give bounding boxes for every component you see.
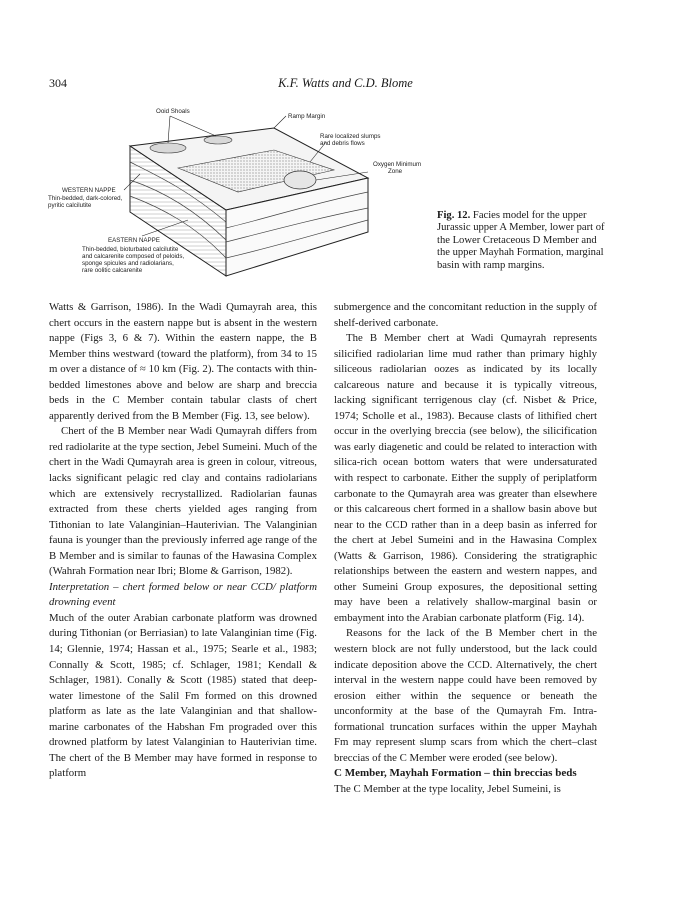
- interpretation-subheading: Interpretation – chert formed below or near CCD/ platform drowning event: [49, 580, 317, 609]
- right-column: [334, 300, 597, 798]
- right-paragraph-2: The B Member chert at Wadi Qumayrah represents silicified radiolarian lime mud rather than primary highly siliceous radiolarian oozes as indicated by its locally calcareous nature and because it is typically vitreous, lacking significant terrigenous clay (cf. Nisbet & Price, 1974; Scholle et al., 1983). Because clasts of lithified chert occur in the overlying breccia (see below), the silicification was early diagenetic and could be related to interaction with silica-rich ocean bottom waters that were undersaturated with respect to carbonate. Either the supply of periplatform carbonate to the Qumayrah area was greater than elsewhere or this calcareous chert formed in a shallow basin above but near to the CCD rather than in a deep basin as inferred for the chert at Jebel Sumeini and in the Hawasina Complex (Watts & Garrison, 1986). Considering the stratigraphic relationships between the eastern and western nappes, and other Sumeini Group exposures, the depositional setting may have been a relatively shallow-marginal basin or embayment into the Arabian carbonate platform (Fig. 14).: [334, 332, 597, 624]
- caption-text: Facies model for the upper Jurassic upper A Member, lower part of the Lower Cretaceous D Member and the upper Mayhah Formation, marginal basin with ramp margins.: [437, 210, 605, 271]
- label-eastern-desc-1: Thin-bedded, bioturbated calcilutite: [82, 246, 179, 253]
- left-paragraph-2: Chert of the B Member near Wadi Qumayrah differs from red radiolarite at the type section, Jebel Sumeini. Much of the chert in the Wadi Qumayrah area is green in colour, vitreous, lacks significant pelagic red clay and contains radiolarians which are extensively recrystallized. Radiolarian faunas extracted from these cherts yielded ages ranging from Tithonian to late Valanginian–Hauterivian. The Valanginian fauna is younger than the previously inferred age range of the B Member and is similar to faunas of the Hawasina Complex (Wahrah Formation near Ibri; Blome & Garrison, 1982).: [49, 425, 317, 578]
- running-title: K.F. Watts and C.D. Blome: [278, 76, 413, 90]
- figure-caption: [437, 210, 609, 272]
- left-paragraph-1: Watts & Garrison, 1986). In the Wadi Qumayrah area, this chert occurs in the eastern nappe but is absent in the western nappe (Figs 3, 6 & 7). Within the eastern nappe, the B Member thins westward (toward the platform), from 34 to 15 m over a distance of ≈ 10 km (Fig. 2). The contacts with thin-bedded limestones above and below are sharp and breccia beds in the C Member contain tabular clasts of chert apparently derived from the B Member (Fig. 13, see below).: [49, 301, 317, 422]
- label-eastern-desc-4: rare oolitic calcarenite: [82, 267, 143, 274]
- label-slumps-line1: Rare localized slumps: [320, 133, 381, 140]
- label-eastern-nappe: EASTERN NAPPE: [108, 237, 160, 244]
- label-western-desc-2: pyritic calcilutite: [48, 202, 92, 209]
- label-eastern-desc-2: and calcarenite composed of peloids,: [82, 253, 185, 260]
- right-paragraph-1: submergence and the concomitant reduction in the supply of shelf-derived carbonate.: [334, 301, 597, 329]
- right-paragraph-3: Reasons for the lack of the B Member chert in the western block are not fully understood, but the lack could indicate deposition above the CCD. Alternatively, the chert interval in the western nappe could have been removed by erosion either within the sequence or beneath the unconformity at the base of the Qumayrah Fm. Intra-formational truncation surfaces within the upper Mayhah Fm may represent slump scars from which the chert–clast breccias of the C Member were eroded (see below).: [334, 627, 597, 764]
- leader-ramp-margin: [274, 116, 286, 128]
- label-oxygen-line2: Zone: [388, 168, 403, 175]
- label-western-nappe: WESTERN NAPPE: [62, 187, 116, 194]
- left-paragraph-3: Much of the outer Arabian carbonate platform was drowned during Tithonian (or Berriasian) to late Valanginian time (Fig. 14; Glennie, 1974; Hassan et al., 1975; Searle et al., 1983; Connally & Scott, 1985; cf. Schlager, 1981; Kendall & Schlager, 1981). Conally & Scott (1985) stated that deep-water limestone of the Salil Fm formed on this drowned platform as late as the late Valanginian and that shallow-marine carbonates of the Habshan Fm prograded over this drowned platform by latest Valanginian to Hauterivian time. The chert of the B Member may have formed in response to platform: [49, 611, 317, 780]
- block-diagram: [48, 100, 430, 286]
- section-heading: C Member, Mayhah Formation – thin breccias beds: [334, 767, 577, 780]
- right-paragraph-4: The C Member at the type locality, Jebel Sumeini, is: [334, 782, 561, 795]
- caption-label: Fig. 12.: [437, 210, 471, 221]
- ooid-shoal-2: [204, 136, 232, 144]
- ooid-shoal-1: [150, 143, 186, 153]
- oxygen-minimum-zone: [284, 171, 316, 189]
- label-eastern-desc-3: sponge spicules and radiolarians,: [82, 260, 174, 267]
- left-column: [49, 300, 317, 782]
- page-number: 304: [49, 76, 67, 90]
- label-ooid-shoals: Ooid Shoals: [156, 108, 190, 115]
- label-slumps-line2: and debris flows: [320, 140, 365, 147]
- label-ramp-margin: Ramp Margin: [288, 113, 326, 120]
- facies-model-figure: [48, 100, 430, 286]
- label-western-desc-1: Thin-bedded, dark-colored,: [48, 195, 123, 202]
- label-oxygen-line1: Oxygen Minimum: [373, 161, 422, 168]
